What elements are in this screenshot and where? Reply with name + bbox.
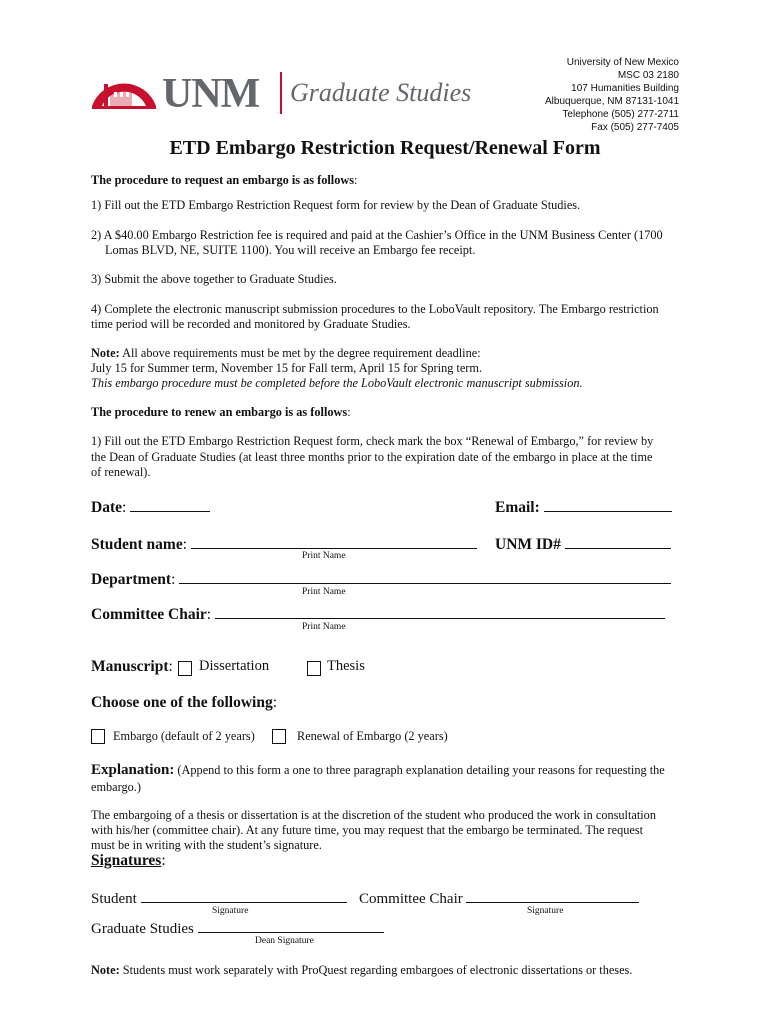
discretion-line-1: The embargoing of a thesis or dissertation is at the discretion of the student who produced the work in consultation xyxy=(91,808,656,822)
address-line: 107 Humanities Building xyxy=(571,83,679,94)
dean-signature-label: Dean Signature xyxy=(255,936,314,946)
print-name-label: Print Name xyxy=(302,622,346,632)
dissertation-label: Dissertation xyxy=(199,658,270,674)
explanation-cont: embargo.) xyxy=(91,780,141,794)
address-line: MSC 03 2180 xyxy=(617,70,679,81)
signatures-heading: Signatures: xyxy=(91,852,166,869)
step-4: 4) Complete the electronic manuscript submission procedures to the LoboVault repository. The Embargo restriction xyxy=(91,302,659,316)
print-name-label: Print Name xyxy=(302,587,346,597)
contact-address xyxy=(545,56,679,134)
renew-line-1: 1) Fill out the ETD Embargo Restriction Request form, check mark the box “Renewal of Embargo,” for review by xyxy=(91,434,654,448)
discretion-line-3: must be in writing with the student’s signature. xyxy=(91,838,322,852)
address-line: Telephone (505) 277-2711 xyxy=(562,109,679,120)
student-name-field[interactable]: Student name: xyxy=(91,534,477,554)
embargo-checkbox[interactable] xyxy=(91,729,105,744)
choose-heading: Choose one of the following: xyxy=(91,694,278,711)
thesis-label: Thesis xyxy=(327,658,365,674)
committee-chair-field[interactable]: Committee Chair: xyxy=(91,604,665,624)
step-4-cont: time period will be recorded and monitored by Graduate Studies. xyxy=(91,317,411,331)
step-2: 2) A $40.00 Embargo Restriction fee is required and paid at the Cashier’s Office in the UNM Business Center (1700 xyxy=(91,228,663,242)
form-title: ETD Embargo Restriction Request/Renewal Form xyxy=(169,137,601,159)
dissertation-checkbox[interactable] xyxy=(178,661,192,676)
unm-logo-mark-icon xyxy=(90,70,160,116)
renew-heading: The procedure to renew an embargo is as follows: xyxy=(91,405,351,419)
discretion-line-2: with his/her (committee chair). At any future time, you may request that the embargo be terminated. The request xyxy=(91,823,644,837)
date-field[interactable]: Date: xyxy=(91,497,210,517)
renew-line-3: of renewal). xyxy=(91,465,151,479)
unm-logo xyxy=(90,68,490,118)
step-1: 1) Fill out the ETD Embargo Restriction Request form for review by the Dean of Graduate Studies. xyxy=(91,198,581,212)
embargo-label: Embargo (default of 2 years) xyxy=(113,729,255,743)
step-2-cont: Lomas BLVD, NE, SUITE 1100). You will receive an Embargo fee receipt. xyxy=(105,243,476,257)
renewal-checkbox[interactable] xyxy=(272,729,286,744)
email-field[interactable]: Email: xyxy=(495,497,672,517)
student-signature-field[interactable]: Student xyxy=(91,888,347,908)
address-line: Fax (505) 277-7405 xyxy=(591,122,679,133)
print-name-label: Print Name xyxy=(302,551,346,561)
final-note: Note: Students must work separately with ProQuest regarding embargoes of electronic dissertations or theses. xyxy=(91,963,633,977)
note-line-1: Note: All above requirements must be met by the degree requirement deadline: xyxy=(91,346,481,360)
committee-chair-signature-field[interactable]: Committee Chair xyxy=(359,888,639,908)
signature-label: Signature xyxy=(212,906,249,916)
thesis-checkbox[interactable] xyxy=(307,661,321,676)
renew-line-2: the Dean of Graduate Studies (at least three months prior to the expiration date of the embargo in place at the time xyxy=(91,450,653,464)
department-field[interactable]: Department: xyxy=(91,569,671,589)
note-line-2: July 15 for Summer term, November 15 for Fall term, April 15 for Spring term. xyxy=(91,361,483,375)
manuscript-row: Manuscript: xyxy=(91,658,173,675)
graduate-studies-text: Graduate Studies xyxy=(290,78,472,107)
address-line: University of New Mexico xyxy=(566,57,679,68)
request-heading: The procedure to request an embargo is as follows: xyxy=(91,173,358,187)
unm-id-field[interactable]: UNM ID# xyxy=(495,534,671,554)
signature-label: Signature xyxy=(527,906,564,916)
note-line-3: This embargo procedure must be completed before the LoboVault electronic manuscript submission. xyxy=(91,376,583,390)
explanation-text: Explanation: (Append to this form a one to three paragraph explanation detailing your reasons for requesting the xyxy=(91,762,665,778)
renewal-label: Renewal of Embargo (2 years) xyxy=(297,729,448,743)
logo-divider xyxy=(280,72,282,114)
unm-logo-text: UNM xyxy=(162,71,260,117)
step-3: 3) Submit the above together to Graduate Studies. xyxy=(91,272,337,286)
address-line: Albuquerque, NM 87131-1041 xyxy=(545,96,679,107)
graduate-studies-signature-field[interactable]: Graduate Studies xyxy=(91,918,384,938)
